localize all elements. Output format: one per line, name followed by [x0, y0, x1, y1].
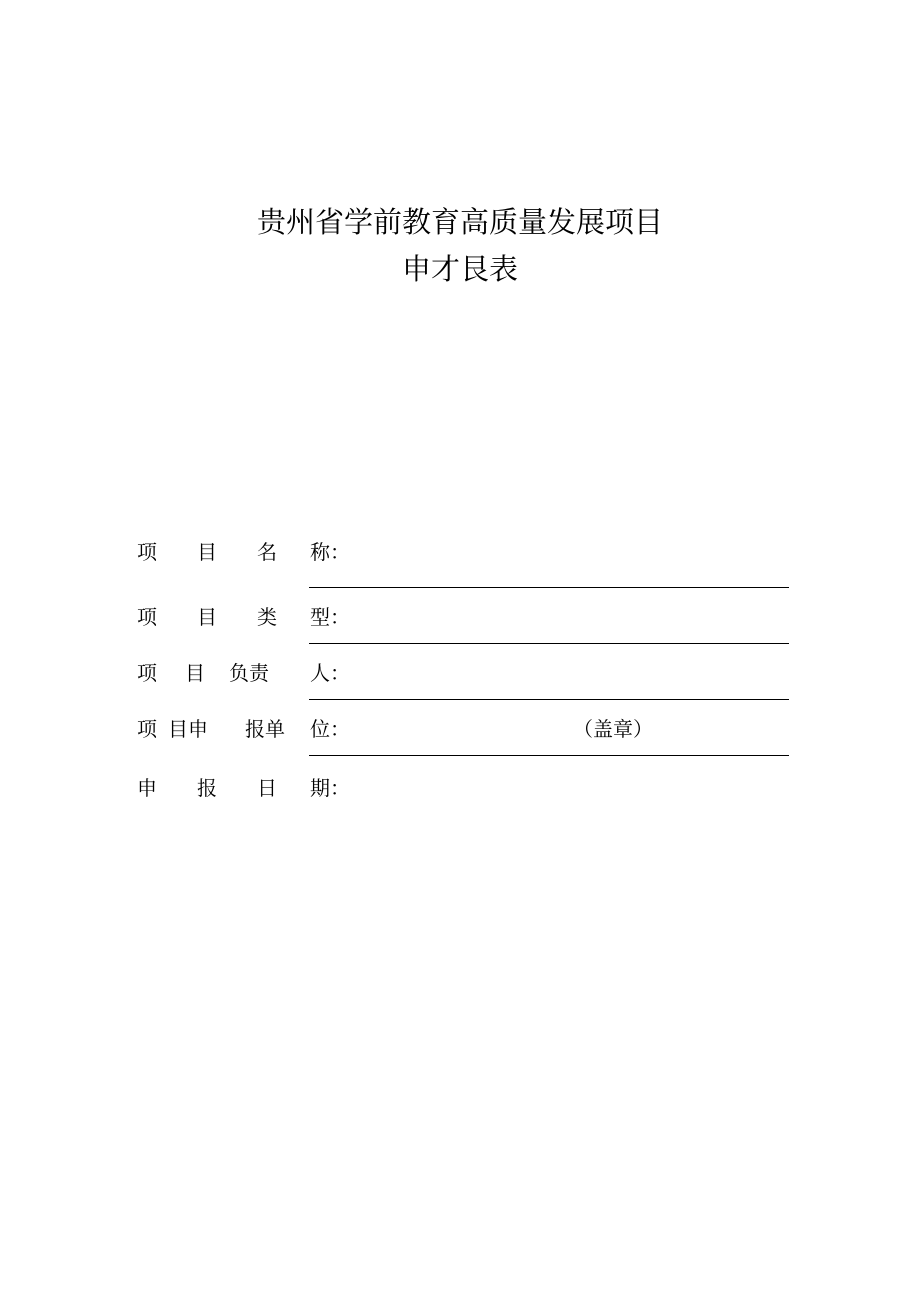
label-char: 目	[197, 605, 217, 629]
label-char: 人：	[310, 661, 350, 685]
label-char: 项	[137, 717, 157, 741]
label-char: 项	[137, 661, 157, 685]
label-char: 目	[185, 661, 205, 685]
label-char: 期：	[310, 776, 350, 800]
project-lead-fill-line[interactable]	[309, 699, 789, 700]
seal-note: （盖章）	[573, 717, 653, 741]
label-char: 负责	[229, 661, 269, 685]
field-label-project-lead	[137, 659, 361, 687]
label-char: 项	[137, 540, 157, 564]
label-char: 型：	[310, 605, 350, 629]
label-char: 称：	[310, 540, 350, 564]
label-char: 报单	[245, 717, 285, 741]
label-char: 目	[197, 540, 217, 564]
field-label-project-type	[137, 603, 361, 631]
field-label-applying-unit	[137, 715, 361, 743]
label-char: 目申	[168, 717, 208, 741]
document-subtitle: 申才艮表	[401, 252, 518, 286]
field-label-application-date	[137, 774, 361, 802]
project-name-fill-line[interactable]	[309, 587, 789, 588]
project-type-fill-line[interactable]	[309, 643, 789, 644]
applying-unit-fill-line[interactable]	[309, 755, 789, 756]
label-char: 申	[137, 776, 157, 800]
label-char: 位：	[310, 717, 350, 741]
label-char: 类	[257, 605, 277, 629]
field-label-project-name	[137, 538, 361, 566]
label-char: 报	[197, 776, 217, 800]
label-char: 名	[257, 540, 277, 564]
document-title: 贵州省学前教育高质量发展项目	[256, 205, 663, 239]
label-char: 日	[257, 776, 277, 800]
label-char: 项	[137, 605, 157, 629]
